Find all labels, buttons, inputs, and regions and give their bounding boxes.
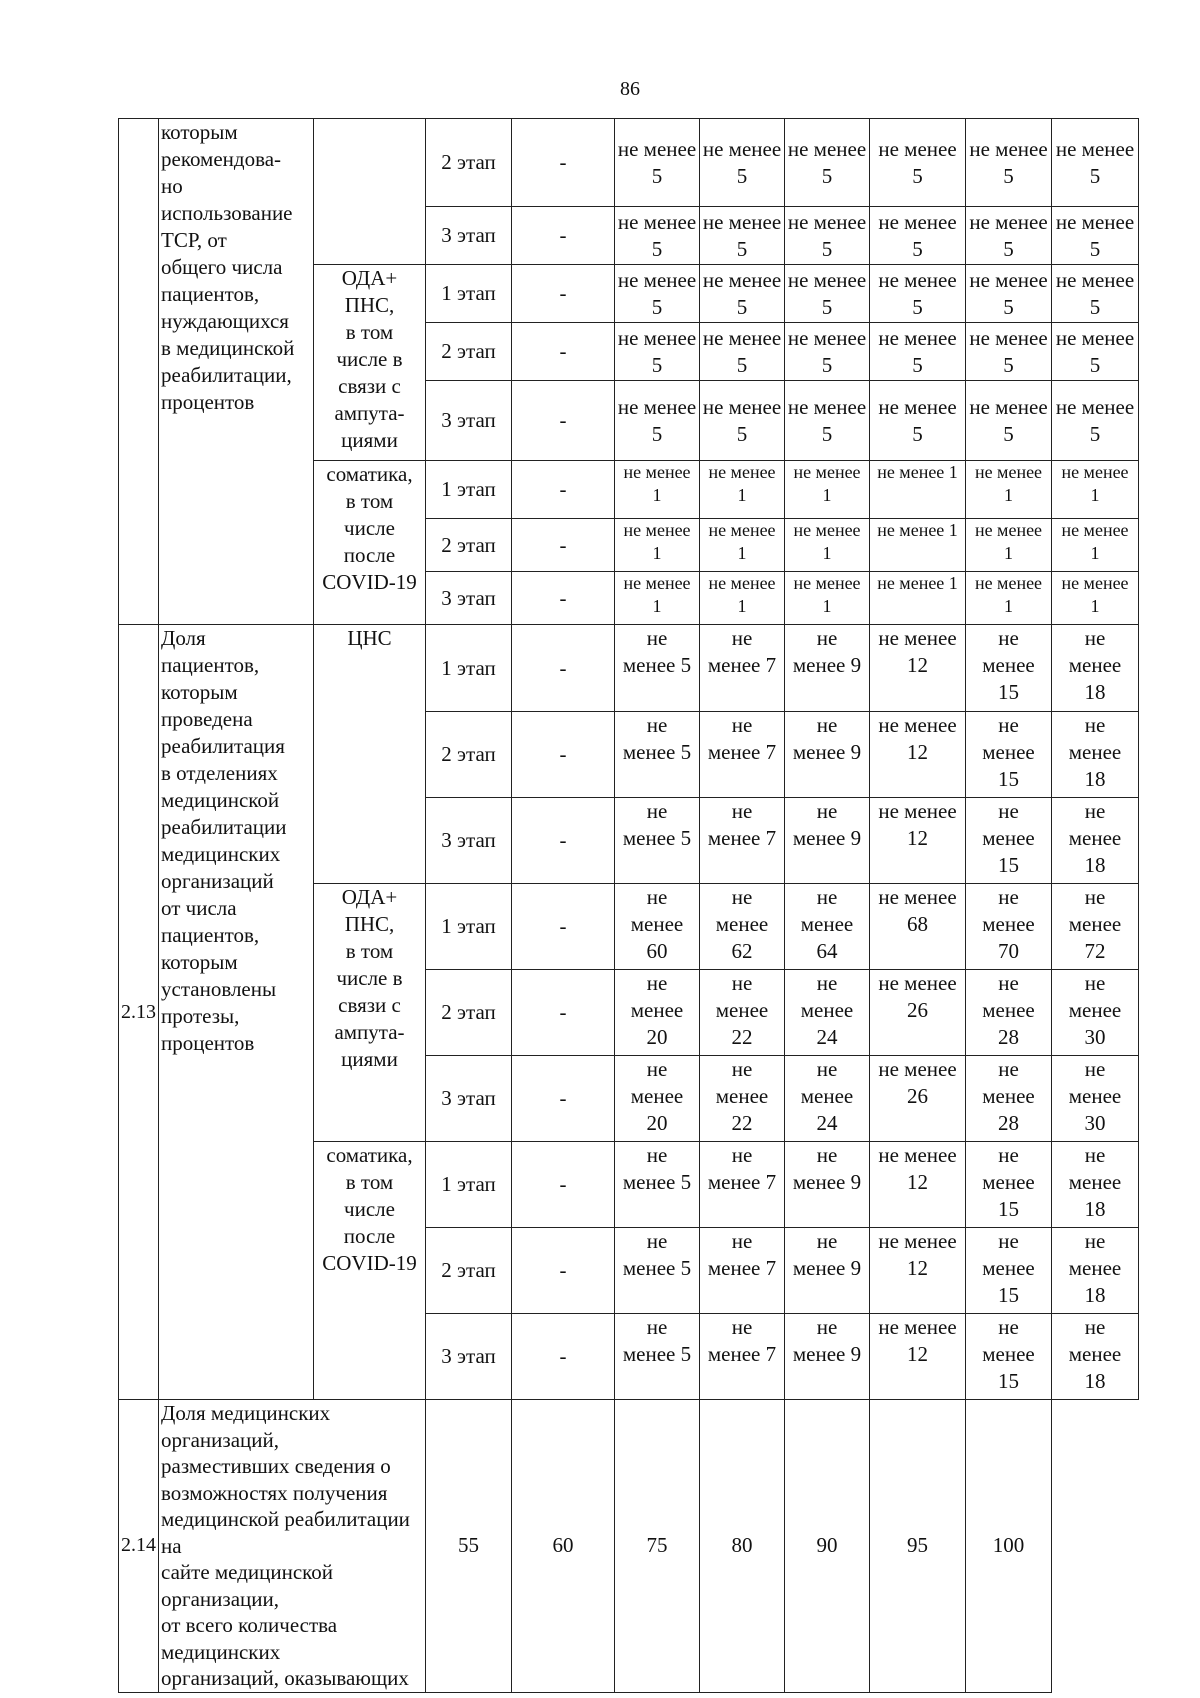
- value-cell: не менее 9: [785, 1142, 870, 1228]
- stage-cell: 2 этап: [426, 519, 512, 572]
- value-cell: не менее 5: [700, 207, 785, 265]
- value-cell: не менее 9: [785, 712, 870, 798]
- base-value-cell: -: [512, 519, 615, 572]
- base-value-cell: -: [512, 1056, 615, 1142]
- value-cell: не менее 9: [785, 1314, 870, 1400]
- value-cell: не менее 5: [615, 1314, 700, 1400]
- value-cell: не менее 5: [870, 323, 966, 381]
- value-cell: не менее 7: [700, 798, 785, 884]
- value-cell: не менее 5: [966, 323, 1052, 381]
- value-cell: не менее 5: [966, 265, 1052, 323]
- stage-cell: 2 этап: [426, 1228, 512, 1314]
- value-cell: не менее 5: [615, 1142, 700, 1228]
- base-value-cell: -: [512, 1142, 615, 1228]
- value-cell: не менее 1: [870, 572, 966, 625]
- value-cell: не менее 18: [1052, 1314, 1139, 1400]
- value-cell: 100: [966, 1400, 1052, 1693]
- stage-cell: 2 этап: [426, 970, 512, 1056]
- base-value-cell: -: [512, 798, 615, 884]
- stage-cell: 1 этап: [426, 1142, 512, 1228]
- value-cell: не менее 5: [615, 798, 700, 884]
- value-cell: не менее 1: [785, 519, 870, 572]
- stage-cell: 2 этап: [426, 712, 512, 798]
- group-cell-somatika: соматика, в том числе после COVID-19: [314, 461, 426, 625]
- value-cell: не менее 5: [870, 207, 966, 265]
- stage-cell: 1 этап: [426, 884, 512, 970]
- value-cell: не менее 5: [700, 381, 785, 461]
- value-cell: не менее 18: [1052, 1228, 1139, 1314]
- stage-cell: 2 этап: [426, 119, 512, 207]
- value-cell: не менее 1: [870, 461, 966, 519]
- stage-cell: 3 этап: [426, 1056, 512, 1142]
- base-value-cell: -: [512, 381, 615, 461]
- value-cell: не менее 15: [966, 1314, 1052, 1400]
- value-cell: не менее 12: [870, 625, 966, 712]
- value-cell: 60: [512, 1400, 615, 1693]
- value-cell: не менее 12: [870, 712, 966, 798]
- value-cell: не менее 5: [870, 381, 966, 461]
- base-value-cell: -: [512, 970, 615, 1056]
- indicator-table: [118, 118, 1139, 1693]
- value-cell: не менее 1: [700, 519, 785, 572]
- value-cell: не менее 5: [1052, 207, 1139, 265]
- value-cell: не менее 12: [870, 798, 966, 884]
- value-cell: не менее 12: [870, 1228, 966, 1314]
- value-cell: не менее 1: [615, 519, 700, 572]
- stage-cell: 1 этап: [426, 265, 512, 323]
- stage-cell: 1 этап: [426, 461, 512, 519]
- value-cell: не менее 15: [966, 798, 1052, 884]
- value-cell: не менее 68: [870, 884, 966, 970]
- value-cell: не менее 1: [1052, 461, 1139, 519]
- stage-cell: 3 этап: [426, 381, 512, 461]
- stage-cell: 1 этап: [426, 625, 512, 712]
- indicator-number-cell: [119, 119, 159, 625]
- value-cell: не менее 12: [870, 1142, 966, 1228]
- value-cell: не менее 5: [700, 265, 785, 323]
- value-cell: не менее 5: [615, 119, 700, 207]
- value-cell: не менее 5: [615, 323, 700, 381]
- group-cell-somatika: соматика, в том числе после COVID-19: [314, 1142, 426, 1400]
- stage-cell: 3 этап: [426, 1314, 512, 1400]
- value-cell: не менее 1: [785, 461, 870, 519]
- base-value-cell: -: [512, 572, 615, 625]
- value-cell: не менее 5: [615, 207, 700, 265]
- base-value-cell: -: [512, 461, 615, 519]
- stage-cell: 2 этап: [426, 323, 512, 381]
- indicator-name-cell: Доля пациентов, которым проведена реабилитация в отделениях медицинской реабилитации медицинских организаций от числа пациентов, которым установлены протезы, процентов: [159, 625, 314, 1400]
- value-cell: не менее 22: [700, 1056, 785, 1142]
- base-value-cell: -: [512, 265, 615, 323]
- value-cell: не менее 5: [870, 119, 966, 207]
- value-cell: не менее 62: [700, 884, 785, 970]
- value-cell: не менее 28: [966, 970, 1052, 1056]
- value-cell: не менее 5: [1052, 323, 1139, 381]
- value-cell: не менее 1: [615, 461, 700, 519]
- value-cell: не менее 26: [870, 970, 966, 1056]
- value-cell: не менее 7: [700, 1228, 785, 1314]
- value-cell: не менее 1: [966, 519, 1052, 572]
- indicator-number-cell: 2.13: [119, 625, 159, 1400]
- value-cell: не менее 5: [700, 119, 785, 207]
- value-cell: не менее 1: [966, 572, 1052, 625]
- value-cell: не менее 5: [870, 265, 966, 323]
- value-cell: не менее 26: [870, 1056, 966, 1142]
- base-value-cell: -: [512, 207, 615, 265]
- group-cell: [314, 119, 426, 265]
- value-cell: не менее 5: [1052, 265, 1139, 323]
- value-cell: не менее 5: [966, 207, 1052, 265]
- value-cell: не менее 7: [700, 1314, 785, 1400]
- value-cell: не менее 28: [966, 1056, 1052, 1142]
- value-cell: не менее 5: [966, 119, 1052, 207]
- value-cell: не менее 1: [1052, 572, 1139, 625]
- value-cell: не менее 1: [1052, 519, 1139, 572]
- value-cell: не менее 7: [700, 625, 785, 712]
- value-cell: не менее 9: [785, 1228, 870, 1314]
- value-cell: не менее 5: [785, 119, 870, 207]
- value-cell: не менее 15: [966, 1228, 1052, 1314]
- value-cell: не менее 7: [700, 1142, 785, 1228]
- base-value-cell: -: [512, 1314, 615, 1400]
- value-cell: не менее 15: [966, 625, 1052, 712]
- value-cell: не менее 12: [870, 1314, 966, 1400]
- value-cell: не менее 5: [615, 381, 700, 461]
- value-cell: не менее 5: [785, 207, 870, 265]
- value-cell: не менее 1: [615, 572, 700, 625]
- value-cell: не менее 72: [1052, 884, 1139, 970]
- value-cell: 55: [426, 1400, 512, 1693]
- value-cell: не менее 5: [785, 265, 870, 323]
- value-cell: не менее 9: [785, 625, 870, 712]
- stage-cell: 3 этап: [426, 798, 512, 884]
- base-value-cell: -: [512, 625, 615, 712]
- value-cell: не менее 70: [966, 884, 1052, 970]
- stage-cell: 3 этап: [426, 207, 512, 265]
- value-cell: не менее 5: [700, 323, 785, 381]
- value-cell: не менее 1: [700, 461, 785, 519]
- table-body: [119, 119, 1139, 1693]
- value-cell: не менее 7: [700, 712, 785, 798]
- table-row: [119, 119, 1139, 207]
- value-cell: не менее 18: [1052, 798, 1139, 884]
- value-cell: не менее 60: [615, 884, 700, 970]
- value-cell: 80: [700, 1400, 785, 1693]
- value-cell: не менее 15: [966, 1142, 1052, 1228]
- base-value-cell: -: [512, 1228, 615, 1314]
- page-number: 86: [620, 78, 640, 100]
- value-cell: не менее 1: [966, 461, 1052, 519]
- value-cell: не менее 20: [615, 970, 700, 1056]
- table-row: [119, 1400, 1139, 1693]
- value-cell: не менее 9: [785, 798, 870, 884]
- value-cell: не менее 64: [785, 884, 870, 970]
- value-cell: не менее 5: [615, 625, 700, 712]
- indicator-name-cell: Доля медицинских организаций, разместивших сведения о возможностях получения медицинской реабилитации на сайте медицинской организации, от всего количества медицинских организаций, оказывающих: [159, 1400, 426, 1693]
- value-cell: не менее 30: [1052, 1056, 1139, 1142]
- value-cell: не менее 24: [785, 1056, 870, 1142]
- value-cell: 95: [870, 1400, 966, 1693]
- value-cell: не менее 18: [1052, 625, 1139, 712]
- value-cell: не менее 20: [615, 1056, 700, 1142]
- value-cell: не менее 5: [615, 265, 700, 323]
- value-cell: не менее 5: [615, 712, 700, 798]
- value-cell: не менее 1: [870, 519, 966, 572]
- table-row: [119, 625, 1139, 712]
- value-cell: не менее 18: [1052, 712, 1139, 798]
- indicator-number-cell: 2.14: [119, 1400, 159, 1693]
- value-cell: 75: [615, 1400, 700, 1693]
- stage-cell: 3 этап: [426, 572, 512, 625]
- value-cell: не менее 18: [1052, 1142, 1139, 1228]
- value-cell: 90: [785, 1400, 870, 1693]
- value-cell: не менее 5: [785, 323, 870, 381]
- value-cell: не менее 22: [700, 970, 785, 1056]
- value-cell: не менее 5: [1052, 381, 1139, 461]
- base-value-cell: -: [512, 119, 615, 207]
- base-value-cell: -: [512, 884, 615, 970]
- group-cell-cns: ЦНС: [314, 625, 426, 884]
- value-cell: не менее 15: [966, 712, 1052, 798]
- value-cell: не менее 5: [785, 381, 870, 461]
- value-cell: не менее 5: [966, 381, 1052, 461]
- base-value-cell: -: [512, 323, 615, 381]
- group-cell-oda: ОДА+ ПНС, в том числе в связи с ампута- циями: [314, 884, 426, 1142]
- value-cell: не менее 30: [1052, 970, 1139, 1056]
- indicator-name-cell: которым рекомендова- но использование ТСР, от общего числа пациентов, нуждающихся в медицинской реабилитации, процентов: [159, 119, 314, 625]
- value-cell: не менее 24: [785, 970, 870, 1056]
- value-cell: не менее 5: [1052, 119, 1139, 207]
- base-value-cell: -: [512, 712, 615, 798]
- value-cell: не менее 1: [700, 572, 785, 625]
- group-cell-oda: ОДА+ ПНС, в том числе в связи с ампута- циями: [314, 265, 426, 461]
- value-cell: не менее 1: [785, 572, 870, 625]
- value-cell: не менее 5: [615, 1228, 700, 1314]
